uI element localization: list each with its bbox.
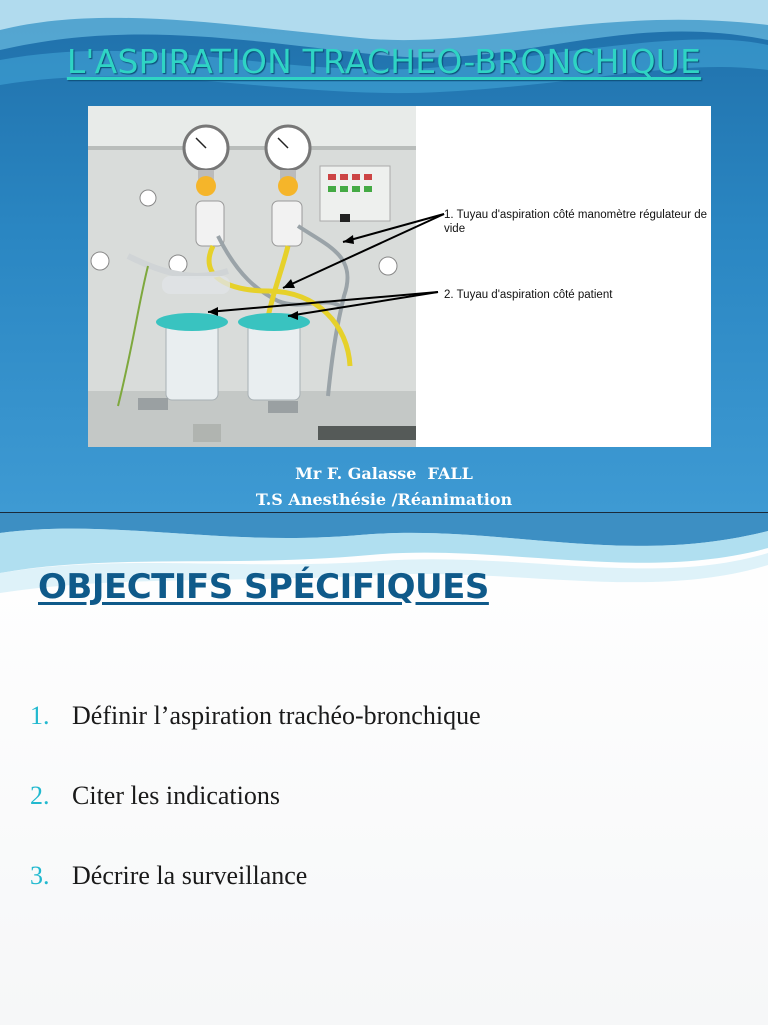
objectives-slide: [0, 512, 768, 1025]
objective-item: [30, 861, 307, 891]
objective-item: [30, 781, 280, 811]
callout-patient-tube: 2. Tuyau d'aspiration côté patient: [444, 289, 613, 301]
slide-heading: OBJECTIFS SPÉCIFIQUES: [38, 567, 489, 607]
title-slide: [0, 0, 768, 512]
objective-number: 3.: [30, 861, 50, 890]
callout-manometer-tube: 1. Tuyau d'aspiration côté manomètre régulateur de vide: [444, 209, 708, 235]
suction-equipment-photo: [88, 106, 711, 447]
author-role: T.S Anesthésie /Réanimation: [255, 490, 513, 509]
objective-text: Décrire la surveillance: [72, 861, 308, 890]
objective-text: Définir l’aspiration trachéo-bronchique: [72, 701, 481, 730]
objective-number: 2.: [30, 781, 50, 810]
author-name: Mr F. Galasse FALL: [295, 464, 473, 483]
objective-item: [30, 701, 481, 731]
objective-text: Citer les indications: [72, 781, 280, 810]
slide-title: L'ASPIRATION TRACHEO-BRONCHIQUE: [66, 42, 702, 81]
objective-number: 1.: [30, 701, 50, 730]
